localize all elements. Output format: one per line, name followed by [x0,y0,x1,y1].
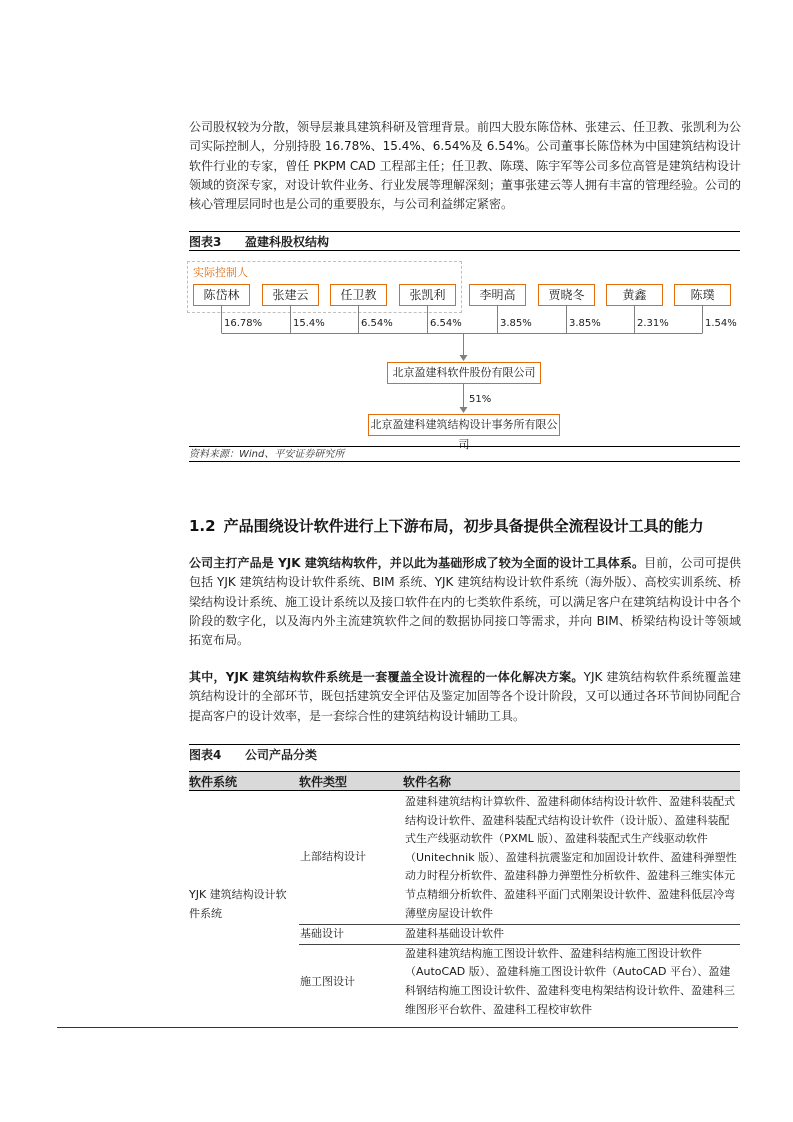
system-cell: YJK 建筑结构设计软件系统 [189,888,287,921]
type-cell: 上部结构设计 [300,850,366,864]
product-paragraph-lead: 公司主打产品是 YJK 建筑结构软件，并以此为基础形成了较为全面的设计工具体系。 [189,556,645,570]
shareholder-box: 陈璞 [674,284,731,306]
type-cell: 施工图设计 [299,944,403,1019]
figure4-number: 图表4 [189,748,222,762]
shareholding-pct: 6.54% [361,318,393,329]
shareholder-box: 李明高 [469,284,526,306]
figure4-header [189,744,740,764]
figure4-title: 公司产品分类 [245,748,318,762]
table-row [189,791,740,925]
yjk-paragraph [189,668,741,726]
shareholder-box: 陈岱林 [193,284,250,306]
figure3-number: 图表3 [189,235,222,249]
shareholder-box: 贾晓冬 [538,284,595,306]
section-heading: 产品围绕设计软件进行上下游布局，初步具备提供全流程设计工具的能力 [223,517,704,535]
names-cell: 盈建科建筑结构计算软件、盈建科砌体结构设计软件、盈建科装配式结构设计软件、盈建科装配式结构设计软件（设计版）、盈建科装配式生产线驱动软件（PXML 版）、盈建科装配式生产线驱动软件（Unitechnik 版）、盈建科抗震鉴定和加固设计软件、盈建科弹塑性动力时程分析软件、盈建科静力弹塑性分析软件、盈建科三维实体元节点精细分析软件、盈建科平面门式刚架设计软件、盈建科低层冷弯薄壁房屋设计软件 [405,795,737,920]
product-paragraph-body: 目前，公司可提供包括 YJK 建筑结构设计软件系统、BIM 系统、YJK 建筑结构设计软件系统（海外版）、高校实训系统、桥梁结构设计系统、施工设计系统以及接口软件在内的七类软件系统，可以满足客户在建筑结构设计中各个阶段的数字化，以及海内外主流建筑软件之间的数据协同接口等需求，并向 BIM、桥梁结构设计等领域拓宽布局。 [189,556,742,648]
table-header-row [189,772,740,791]
table-header-cell: 软件系统 [189,772,299,791]
yjk-paragraph-body: YJK 建筑结构软件系统覆盖建筑结构设计的全部环节，既包括建筑安全评估及鉴定加固等各个设计阶段，又可以通过各环节间协同配合提高客户的设计效率，是一套综合性的建筑结构设计辅助工具。 [189,670,742,723]
shareholder-box: 黄鑫 [606,284,663,306]
subsidiary-pct: 51% [469,394,492,405]
figure3-source: 资料来源：Wind、平安证券研究所 [189,446,740,462]
intro-paragraph: 公司股权较为分散，领导层兼具建筑科研及管理背景。前四大股东陈岱林、张建云、任卫教、张凯利为公司实际控制人，分别持股 16.78%、15.4%、6.54%及 6.54%。公司董事长陈岱林为中国建筑结构设计软件行业的专家，曾任 PKPM CAD 工程部主任；任卫教、陈璞、陈宇军等公司多位高管是建筑结构设计领域的资深专家，对设计软件业务、行业发展等理解深刻；董事张建云等人拥有丰富的管理经验。公司的核心管理层同时也是公司的重要股东，与公司利益绑定紧密。 [189,120,742,212]
shareholding-pct: 1.54% [705,318,737,329]
product-paragraph [189,554,741,650]
yjk-paragraph-lead: 其中，YJK 建筑结构软件系统是一套覆盖全设计流程的一体化解决方案。 [189,670,584,684]
shareholding-pct: 2.31% [637,318,669,329]
figure3-title: 盈建科股权结构 [245,235,330,249]
section-number: 1.2 [189,517,216,535]
shareholding-pct: 3.85% [500,318,532,329]
shareholding-pct: 16.78% [224,318,263,329]
type-cell: 基础设计 [299,925,403,945]
company-box: 北京盈建科软件股份有限公司 [387,362,541,384]
shareholding-pct: 15.4% [293,318,325,329]
shareholding-pct: 3.85% [569,318,601,329]
names-cell: 盈建科建筑结构施工图设计软件、盈建科结构施工图设计软件（AutoCAD 版）、盈建科施工图设计软件（AutoCAD 平台）、盈建科钢结构施工图设计软件、盈建科变电构架结构设计软件、盈建科三维图形平台软件、盈建科工程校审软件 [403,944,740,1019]
controller-label: 实际控制人 [193,266,248,279]
shareholder-box: 张建云 [262,284,319,306]
subsidiary-box: 北京盈建科建筑结构设计事务所有限公司 [368,414,560,436]
page-bottom-rule [57,1027,738,1028]
table-header-cell: 软件类型 [299,772,403,791]
shareholder-box: 张凯利 [399,284,456,306]
section-title [189,515,749,536]
names-cell: 盈建科基础设计软件 [403,925,740,945]
table-header-cell: 软件名称 [403,772,740,791]
shareholder-box: 任卫教 [330,284,387,306]
product-table [189,771,740,1019]
shareholding-pct: 6.54% [430,318,462,329]
